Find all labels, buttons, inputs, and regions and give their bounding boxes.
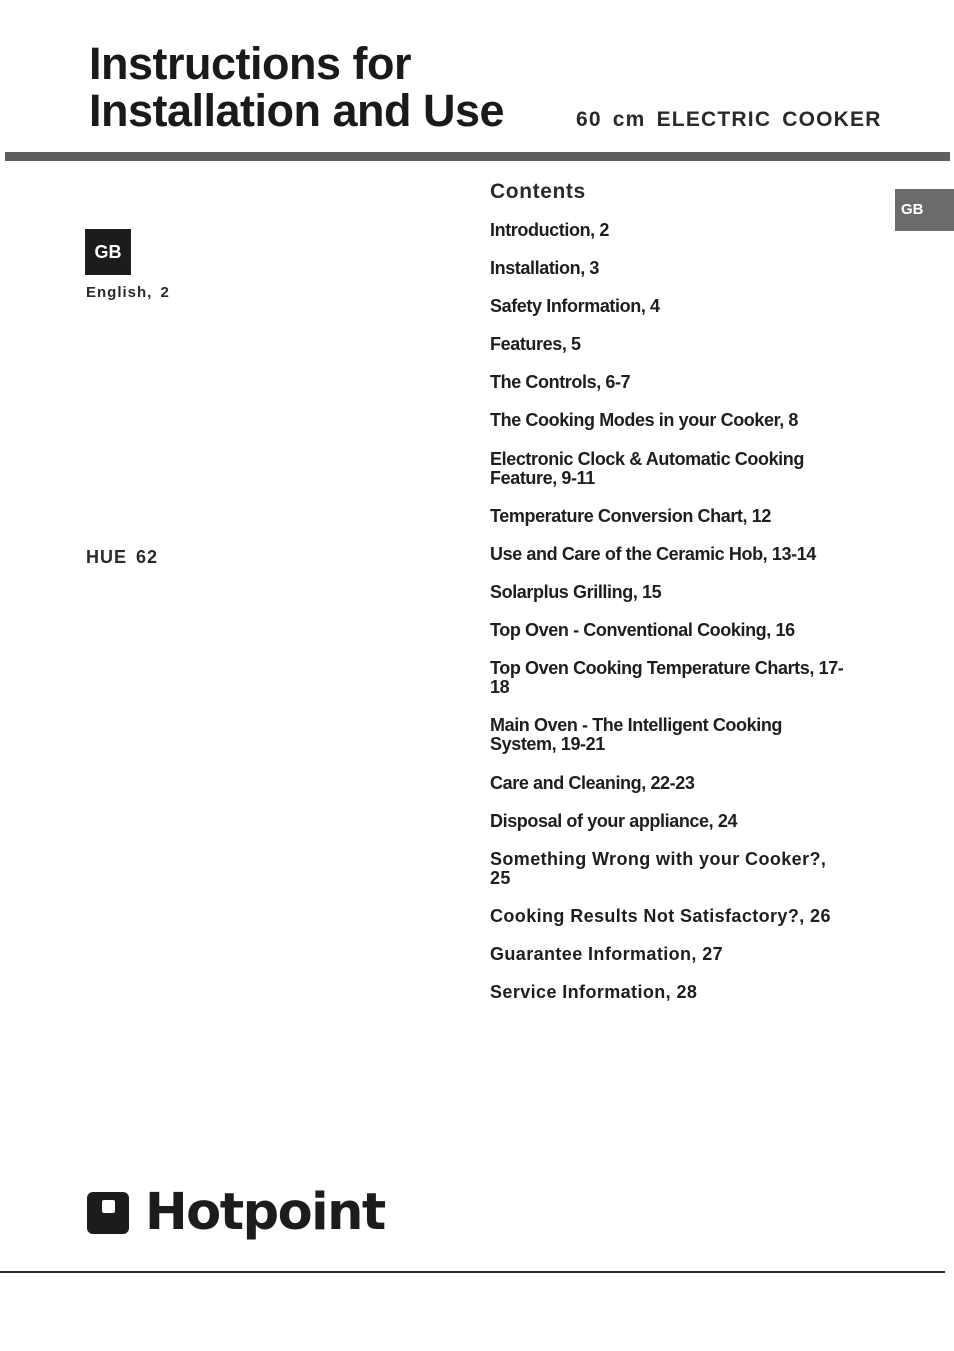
toc-item: Safety Information, 4 bbox=[490, 296, 660, 316]
toc-item: Temperature Conversion Chart, 12 bbox=[490, 506, 771, 526]
product-subtitle: 60 cm ELECTRIC COOKER bbox=[576, 108, 882, 131]
header-divider bbox=[5, 152, 950, 161]
toc-item: Service Information, 28 bbox=[490, 982, 698, 1002]
toc-item: Introduction, 2 bbox=[490, 220, 609, 240]
footer-divider bbox=[0, 1271, 945, 1273]
toc-item: Care and Cleaning, 22-23 bbox=[490, 773, 695, 793]
title-line-2: Installation and Use bbox=[89, 85, 505, 136]
document-title bbox=[89, 40, 504, 134]
toc-item: The Cooking Modes in your Cooker, 8 bbox=[490, 410, 799, 430]
hotpoint-logo-icon bbox=[87, 1192, 129, 1234]
toc-item: Something Wrong with your Cooker?, 25 bbox=[490, 849, 827, 888]
toc-item: Cooking Results Not Satisfactory?, 26 bbox=[490, 906, 831, 926]
toc-item: The Controls, 6-7 bbox=[490, 372, 631, 392]
brand-wordmark: Hotpoint bbox=[145, 1183, 385, 1242]
language-side-tab: GB bbox=[895, 189, 954, 231]
toc-item: Top Oven - Conventional Cooking, 16 bbox=[490, 620, 795, 640]
toc-item: Disposal of your appliance, 24 bbox=[490, 811, 738, 831]
model-number: HUE 62 bbox=[86, 547, 159, 567]
hotpoint-logo bbox=[87, 1185, 385, 1241]
toc-item: Features, 5 bbox=[490, 334, 581, 354]
toc-item: Electronic Clock & Automatic Cooking Feature, 9-11 bbox=[490, 449, 804, 488]
title-line-1: Instructions for bbox=[89, 38, 412, 89]
toc-item: Main Oven - The Intelligent Cooking System, 19-21 bbox=[490, 715, 783, 754]
language-badge: GB bbox=[85, 229, 131, 275]
toc-item: Installation, 3 bbox=[490, 258, 600, 278]
toc-item: Use and Care of the Ceramic Hob, 13-14 bbox=[490, 544, 816, 564]
contents-heading: Contents bbox=[490, 180, 586, 203]
toc-item: Solarplus Grilling, 15 bbox=[490, 582, 662, 602]
toc-item: Top Oven Cooking Temperature Charts, 17-18 bbox=[490, 658, 844, 697]
toc-item: Guarantee Information, 27 bbox=[490, 944, 724, 964]
language-page-reference: English, 2 bbox=[86, 284, 170, 301]
